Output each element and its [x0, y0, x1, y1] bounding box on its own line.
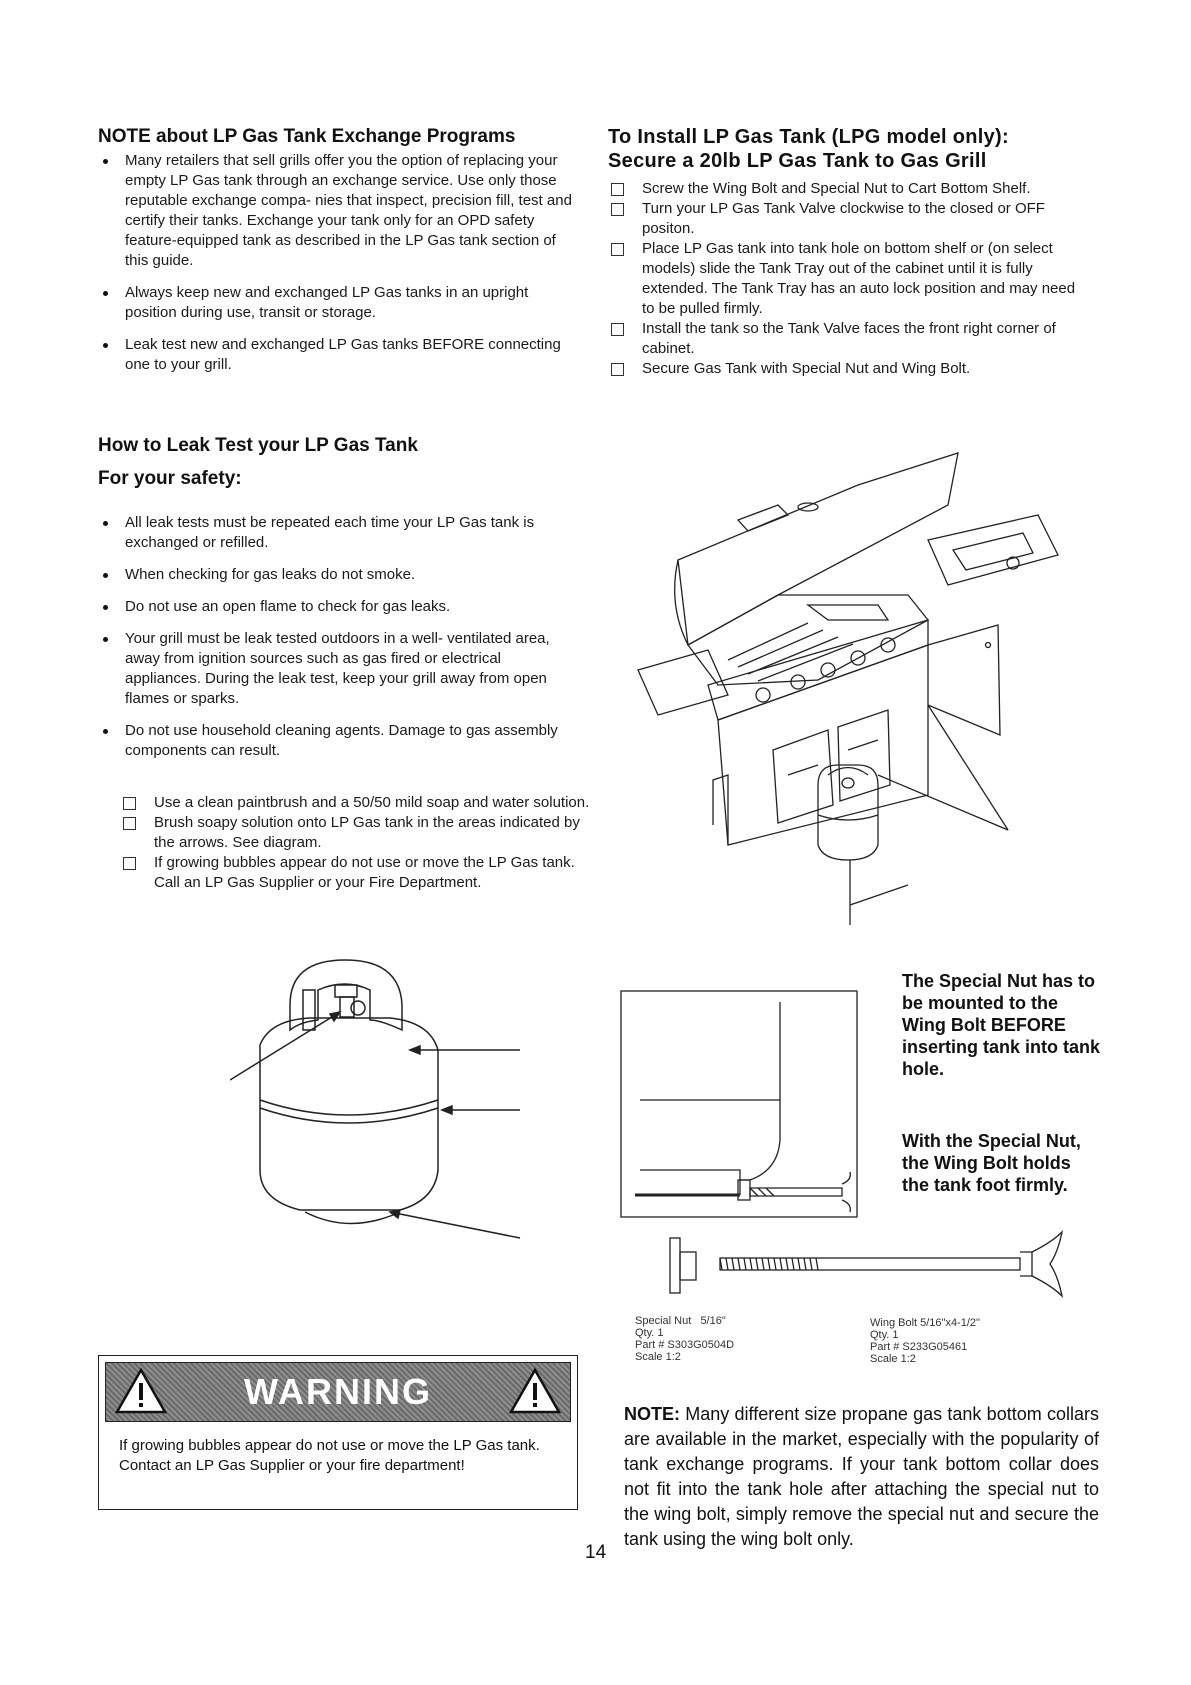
list-item: Many retailers that sell grills offer you the option of replacing your empty LP Gas tank through an exchange service. Use only those reputable exchange compa- nies that inspect, precision fill, test and certify their tanks. Exchange your tank only for an OPD safety feature-equipped tank as described in the LP Gas tank section of this guide.: [98, 151, 576, 271]
tank-foot-detail-diagram: [620, 990, 860, 1220]
install-subheading: Secure a 20lb LP Gas Tank to Gas Grill: [608, 150, 987, 172]
checkbox-step: Screw the Wing Bolt and Special Nut to Cart Bottom Shelf.: [608, 179, 1090, 199]
safety-bullet-list: [98, 513, 576, 773]
checkbox-step: Secure Gas Tank with Special Nut and Wing Bolt.: [608, 359, 1090, 379]
warning-box: [98, 1355, 578, 1510]
list-item: Do not use an open flame to check for gas leaks.: [98, 597, 576, 617]
warning-text: If growing bubbles appear do not use or move the LP Gas tank. Contact an LP Gas Supplier or your fire department!: [119, 1437, 540, 1474]
checkbox-step: Install the tank so the Tank Valve faces the front right corner of cabinet.: [608, 319, 1090, 359]
bolt-spec: [870, 1317, 980, 1365]
safety-heading: For your safety:: [98, 468, 242, 489]
nut-spec: [635, 1315, 734, 1363]
checkbox-step: Brush soapy solution onto LP Gas tank in the areas indicated by the arrows. See diagram.: [120, 813, 590, 853]
list-item: Leak test new and exchanged LP Gas tanks BEFORE connecting one to your grill.: [98, 335, 576, 375]
exchange-heading: NOTE about LP Gas Tank Exchange Programs: [98, 126, 516, 147]
wing-bolt-note: With the Special Nut, the Wing Bolt holds the tank foot firmly.: [902, 1131, 1081, 1195]
exchange-bullet-list: [98, 151, 576, 387]
lp-tank-diagram: [230, 950, 530, 1250]
checkbox-step: Use a clean paintbrush and a 50/50 mild soap and water solution.: [120, 793, 590, 813]
checkbox-step: Turn your LP Gas Tank Valve clockwise to the closed or OFF positon.: [608, 199, 1090, 239]
page-number: 14: [585, 1542, 607, 1563]
list-item: Always keep new and exchanged LP Gas tanks in an upright position during use, transit or storage.: [98, 283, 576, 323]
warning-triangle-icon: [508, 1367, 562, 1415]
bolt-spec-name: Wing Bolt 5/16"x4-1/2": [870, 1317, 980, 1329]
nut-spec-size: 5/16": [700, 1315, 726, 1327]
install-steps: [608, 179, 1090, 379]
nut-spec-qty: Qty. 1: [635, 1327, 664, 1339]
leak-test-heading: How to Leak Test your LP Gas Tank: [98, 435, 418, 456]
nut-and-bolt-parts-drawing: [660, 1230, 1080, 1300]
list-item: All leak tests must be repeated each time your LP Gas tank is exchanged or refilled.: [98, 513, 576, 553]
tank-collar-note: [624, 1402, 1099, 1552]
special-nut-note: The Special Nut has to be mounted to the Wing Bolt BEFORE inserting tank into tank hole.: [902, 971, 1101, 1079]
warning-banner: [105, 1362, 571, 1422]
checkbox-step: Place LP Gas tank into tank hole on bottom shelf or (on select models) slide the Tank Tray out of the cabinet until it is fully extended. The Tank Tray has an auto lock position and may need to be pulled firmly.: [608, 239, 1090, 319]
list-item: Do not use household cleaning agents. Damage to gas assembly components can result.: [98, 721, 576, 761]
nut-spec-scale: Scale 1:2: [635, 1351, 681, 1363]
bolt-spec-scale: Scale 1:2: [870, 1353, 916, 1365]
note-body: Many different size propane gas tank bottom collars are available in the market, especially with the popularity of tank exchange programs. If your tank bottom collar does not fit into the tank hole after attaching the special nut to the wing bolt, simply remove the special nut and secure the tank using the wing bolt only.: [624, 1404, 1099, 1549]
bolt-spec-qty: Qty. 1: [870, 1329, 899, 1341]
nut-spec-name: Special Nut: [635, 1315, 692, 1327]
nut-spec-part: Part # S303G0504D: [635, 1339, 735, 1351]
leak-test-steps: [120, 793, 590, 893]
grill-diagram: [628, 445, 1098, 945]
install-heading: To Install LP Gas Tank (LPG model only):: [608, 126, 1009, 148]
list-item: When checking for gas leaks do not smoke.: [98, 565, 576, 585]
checkbox-step: If growing bubbles appear do not use or move the LP Gas tank. Call an LP Gas Supplier or your Fire Department.: [120, 853, 590, 893]
note-label: NOTE:: [624, 1404, 680, 1424]
warning-title: WARNING: [244, 1371, 432, 1412]
bolt-spec-part: Part # S233G05461: [870, 1341, 968, 1353]
list-item: Your grill must be leak tested outdoors in a well- ventilated area, away from ignition sources such as gas fired or electrical appliances. During the leak test, keep your grill away from open flames or sparks.: [98, 629, 576, 709]
